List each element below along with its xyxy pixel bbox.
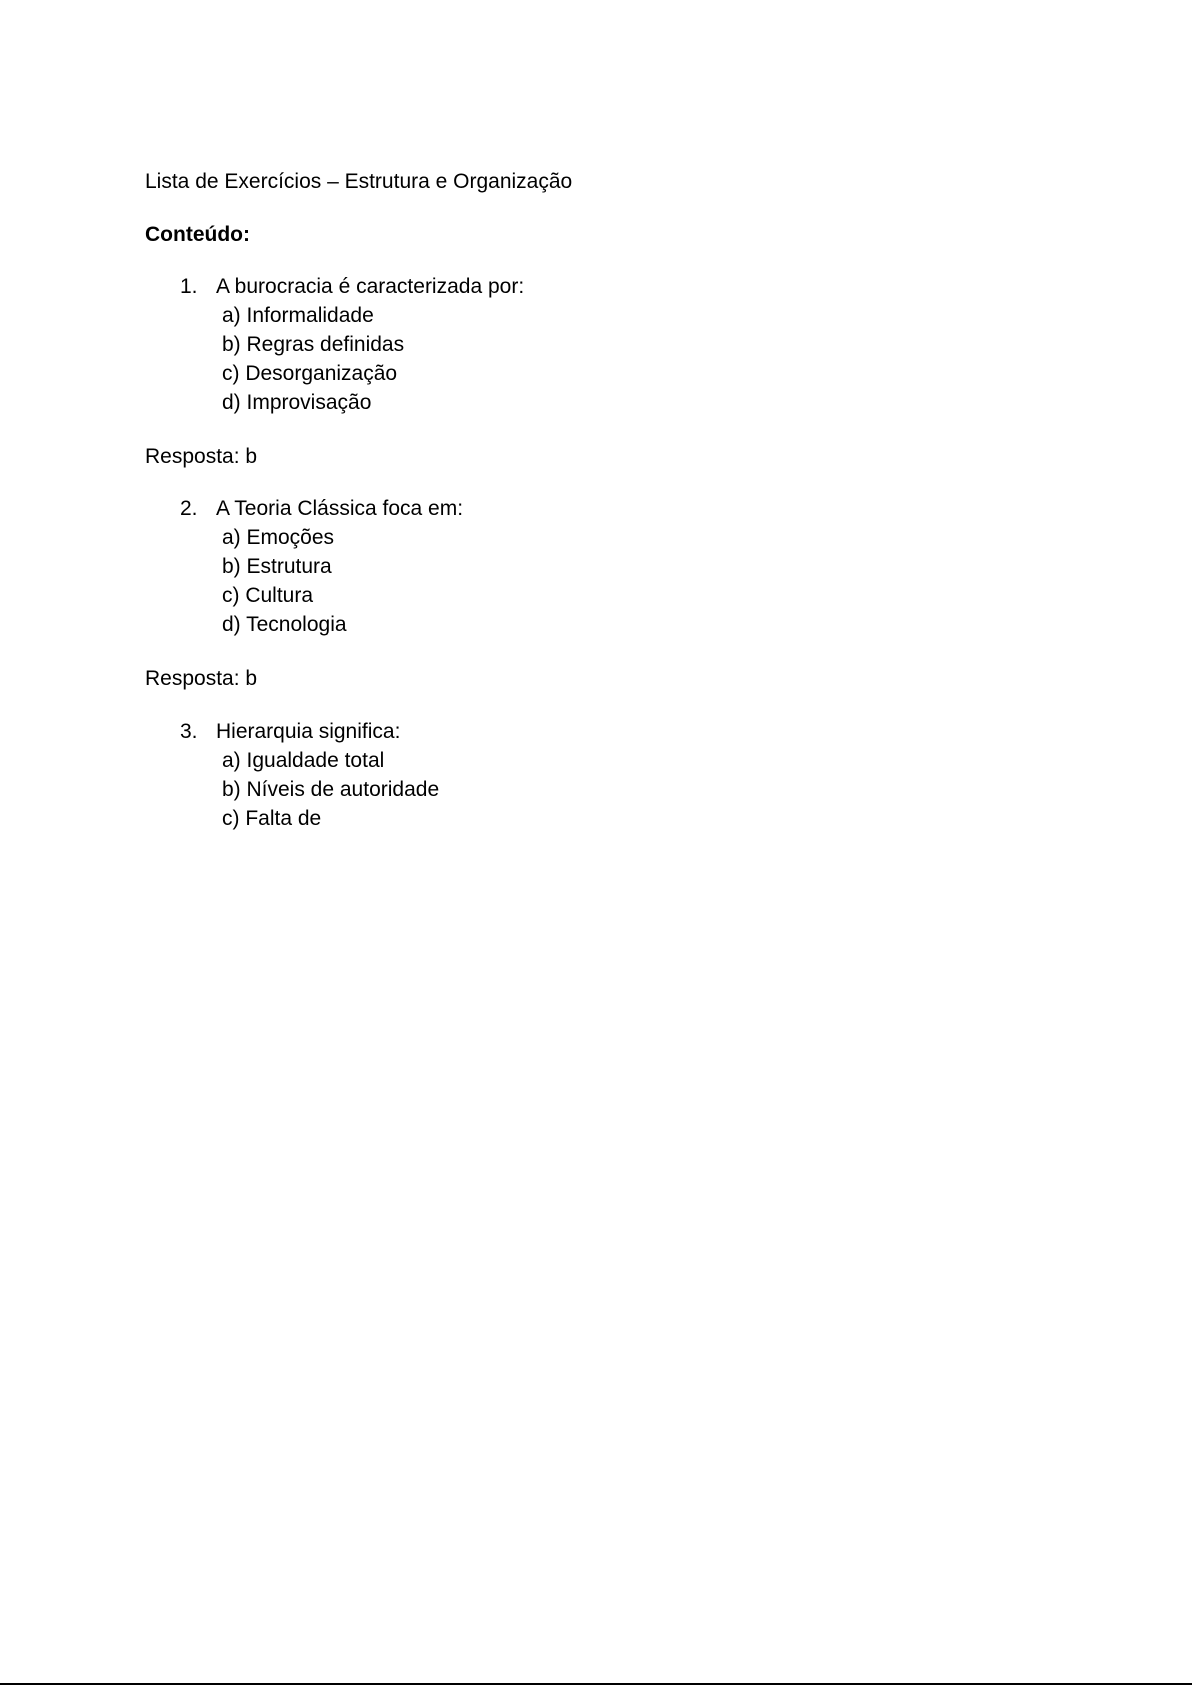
option-text: c) Desorganização (222, 362, 398, 385)
question-line (0, 494, 1192, 523)
question-line (0, 272, 1192, 301)
question-text: A burocracia é caracterizada por: (216, 275, 525, 298)
option-text: b) Estrutura (222, 555, 332, 578)
option-text: a) Informalidade (222, 304, 374, 327)
option-text: c) Cultura (222, 584, 314, 607)
option-item (0, 581, 1192, 610)
option-item (0, 523, 1192, 552)
question-number: 2. (180, 497, 198, 520)
option-item (0, 610, 1192, 639)
section-heading: Conteúdo: (145, 223, 250, 246)
question-line (0, 717, 1192, 746)
option-text: c) Falta de (222, 807, 322, 830)
option-text: d) Improvisação (222, 391, 372, 414)
question-2 (0, 494, 1192, 639)
option-item (0, 552, 1192, 581)
question-1 (0, 272, 1192, 417)
option-item (0, 301, 1192, 330)
option-item (0, 746, 1192, 775)
question-text: Hierarquia significa: (216, 720, 401, 743)
document-title: Lista de Exercícios – Estrutura e Organização (145, 170, 573, 193)
option-text: b) Níveis de autoridade (222, 778, 440, 801)
answer-1: Resposta: b (145, 445, 258, 468)
question-number: 1. (180, 275, 198, 298)
option-text: d) Tecnologia (222, 613, 347, 636)
option-item (0, 388, 1192, 417)
question-3 (0, 717, 1192, 833)
question-text: A Teoria Clássica foca em: (216, 497, 464, 520)
option-text: a) Emoções (222, 526, 335, 549)
option-item (0, 359, 1192, 388)
option-item (0, 775, 1192, 804)
answer-2: Resposta: b (145, 667, 258, 690)
option-item (0, 804, 1192, 833)
option-text: b) Regras definidas (222, 333, 405, 356)
option-text: a) Igualdade total (222, 749, 385, 772)
question-number: 3. (180, 720, 198, 743)
option-item (0, 330, 1192, 359)
